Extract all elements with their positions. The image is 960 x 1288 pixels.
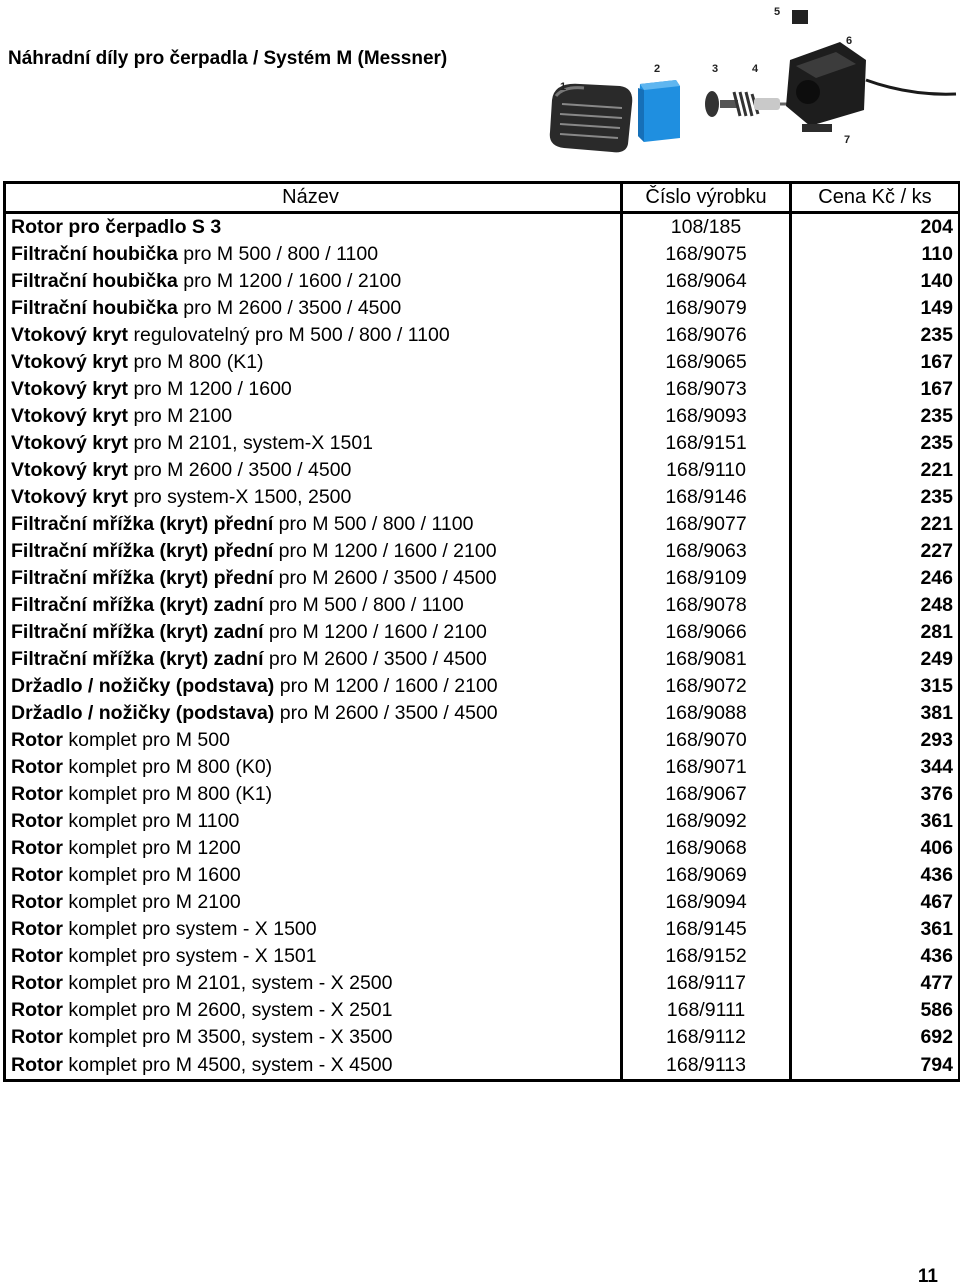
part-name-bold: Rotor	[11, 972, 63, 994]
part-name-cell	[5, 835, 622, 862]
part-name-cell	[5, 322, 622, 349]
part-name-cell	[5, 511, 622, 538]
part-name-cell	[5, 268, 622, 295]
product-code-cell: 168/9071	[622, 754, 791, 781]
product-code-cell: 108/185	[622, 213, 791, 242]
part-name-detail: pro M 1200 / 1600	[128, 378, 292, 400]
part-name-cell	[5, 241, 622, 268]
product-code-cell: 168/9075	[622, 241, 791, 268]
figure-label-4: 4	[752, 63, 759, 75]
page-title: Náhradní díly pro čerpadla / Systém M (Messner)	[8, 48, 448, 69]
table-row	[5, 808, 960, 835]
product-code-cell: 168/9094	[622, 889, 791, 916]
price-cell: 204	[920, 216, 953, 238]
part-name-cell	[5, 1024, 622, 1051]
part-name-detail: komplet pro M 1200	[63, 837, 241, 859]
product-code-cell: 168/9065	[622, 349, 791, 376]
part-name-bold: Rotor	[11, 918, 63, 940]
table-row	[5, 511, 960, 538]
figure-label-1: 1	[560, 81, 567, 93]
part-name-bold: Rotor	[11, 810, 63, 832]
price-cell: 376	[920, 783, 953, 805]
part-name-cell	[5, 943, 622, 970]
part-name-detail: pro M 2600 / 3500 / 4500	[273, 567, 497, 589]
table-row	[5, 835, 960, 862]
part-name-bold: Filtrační mřížka (kryt) zadní	[11, 594, 264, 616]
product-code-cell: 168/9110	[622, 457, 791, 484]
part-name-bold: Vtokový kryt	[11, 459, 129, 481]
table-row	[5, 268, 960, 295]
part-name-cell	[5, 862, 622, 889]
product-code-cell: 168/9145	[622, 916, 791, 943]
part-name-detail: komplet pro M 1100	[63, 810, 240, 832]
product-code-cell: 168/9117	[622, 970, 791, 997]
part-name-detail: komplet pro M 800 (K1)	[63, 783, 273, 805]
part-name-bold: Rotor	[11, 1053, 63, 1076]
product-code-cell: 168/9093	[622, 403, 791, 430]
part-name-bold: Vtokový kryt	[11, 405, 129, 427]
part-name-detail: regulovatelný pro M 500 / 800 / 1100	[128, 324, 450, 346]
price-cell: 167	[920, 378, 953, 400]
table-row	[5, 430, 960, 457]
part-name-bold: Vtokový kryt	[11, 378, 129, 400]
figure-label-3: 3	[712, 63, 719, 75]
price-cell: 406	[920, 837, 953, 859]
part-name-detail: pro M 800 (K1)	[128, 351, 264, 373]
price-cell: 467	[920, 891, 953, 913]
part-name-bold: Vtokový kryt	[11, 432, 129, 454]
part-name-cell	[5, 970, 622, 997]
part-name-cell	[5, 565, 622, 592]
product-code-cell: 168/9073	[622, 376, 791, 403]
part-name-detail: pro M 2101, system-X 1501	[128, 432, 374, 454]
part-name-cell	[5, 213, 622, 242]
part-name-bold: Filtrační mřížka (kryt) přední	[11, 540, 274, 562]
pump-parts-illustration	[540, 0, 960, 165]
part-name-detail: komplet pro M 2100	[63, 891, 241, 913]
product-code-cell: 168/9092	[622, 808, 791, 835]
part-name-cell	[5, 700, 622, 727]
part-name-cell	[5, 754, 622, 781]
price-cell: 477	[920, 972, 953, 994]
part-name-bold: Vtokový kryt	[11, 486, 129, 508]
part-name-cell	[5, 916, 622, 943]
product-code-cell: 168/9081	[622, 646, 791, 673]
part-name-bold: Filtrační houbička	[11, 243, 178, 265]
product-code-cell: 168/9067	[622, 781, 791, 808]
table-row	[5, 646, 960, 673]
part-name-cell	[5, 295, 622, 322]
part-name-detail: komplet pro M 2600, system - X 2501	[63, 999, 393, 1021]
part-name-bold: Filtrační mřížka (kryt) zadní	[11, 648, 264, 670]
part-name-bold: Rotor	[11, 729, 63, 751]
product-code-cell: 168/9078	[622, 592, 791, 619]
part-name-cell	[5, 727, 622, 754]
spare-parts-table	[3, 181, 960, 1082]
table-body	[5, 213, 960, 1081]
part-name-detail: pro M 2600 / 3500 / 4500	[177, 297, 402, 319]
price-cell: 361	[920, 918, 953, 940]
product-code-cell: 168/9068	[622, 835, 791, 862]
part-name-detail: pro system-X 1500, 2500	[128, 486, 352, 508]
table-row	[5, 700, 960, 727]
price-cell: 221	[920, 459, 953, 481]
product-code-cell: 168/9063	[622, 538, 791, 565]
price-cell: 235	[920, 486, 953, 508]
table-row	[5, 349, 960, 376]
filter-sponge-part	[638, 80, 680, 142]
part-name-bold: Filtrační mřížka (kryt) přední	[11, 513, 274, 535]
part-name-bold: Rotor	[11, 999, 63, 1021]
price-cell: 149	[920, 297, 953, 319]
part-name-detail: pro M 500 / 800 / 1100	[273, 513, 474, 535]
part-name-bold: Vtokový kryt	[11, 351, 129, 373]
part-name-bold: Filtrační houbička	[11, 297, 178, 319]
price-cell: 436	[920, 945, 953, 967]
part-name-detail: pro M 2600 / 3500 / 4500	[128, 459, 352, 481]
price-cell: 110	[921, 243, 953, 265]
part-name-cell	[5, 781, 622, 808]
product-code-cell: 168/9151	[622, 430, 791, 457]
product-code-cell: 168/9064	[622, 268, 791, 295]
part-name-cell	[5, 1051, 622, 1081]
product-code-cell: 168/9088	[622, 700, 791, 727]
part-name-cell	[5, 997, 622, 1024]
column-header-price: Cena Kč / ks	[791, 183, 960, 213]
part-name-cell	[5, 457, 622, 484]
part-name-detail: pro M 500 / 800 / 1100	[177, 243, 379, 265]
column-header-code: Číslo výrobku	[622, 183, 791, 213]
price-cell: 436	[920, 864, 953, 886]
part-name-bold: Rotor	[11, 1026, 63, 1048]
part-name-detail: pro M 1200 / 1600 / 2100	[274, 675, 498, 697]
product-code-cell: 168/9113	[622, 1051, 791, 1081]
rotor-part	[705, 91, 792, 117]
product-code-cell: 168/9109	[622, 565, 791, 592]
figure-label-2: 2	[654, 63, 661, 75]
part-name-detail: pro M 2600 / 3500 / 4500	[263, 648, 487, 670]
price-cell: 281	[920, 621, 953, 643]
table-row	[5, 619, 960, 646]
part-name-cell	[5, 646, 622, 673]
part-name-bold: Rotor	[11, 756, 63, 778]
part-name-bold: Filtrační mřížka (kryt) přední	[11, 567, 274, 589]
table-row	[5, 1024, 960, 1051]
part-name-detail: pro M 1200 / 1600 / 2100	[273, 540, 497, 562]
price-cell: 221	[920, 513, 953, 535]
part-name-cell	[5, 403, 622, 430]
product-code-cell: 168/9076	[622, 322, 791, 349]
part-name-detail: pro M 2600 / 3500 / 4500	[274, 702, 498, 724]
table-row	[5, 862, 960, 889]
part-name-bold: Rotor	[11, 837, 63, 859]
price-cell: 167	[920, 351, 953, 373]
table-row	[5, 754, 960, 781]
part-name-detail: komplet pro M 800 (K0)	[63, 756, 273, 778]
part-name-detail: komplet pro M 4500, system - X 4500	[63, 1053, 393, 1076]
table-row	[5, 538, 960, 565]
price-cell: 315	[920, 675, 953, 697]
product-code-cell: 168/9077	[622, 511, 791, 538]
small-part-block	[792, 10, 808, 24]
part-name-cell	[5, 484, 622, 511]
part-name-bold: Rotor pro čerpadlo S 3	[11, 216, 222, 238]
product-code-cell: 168/9112	[622, 1024, 791, 1051]
part-name-detail: komplet pro M 3500, system - X 3500	[63, 1026, 393, 1048]
price-cell: 249	[920, 648, 953, 670]
table-row	[5, 943, 960, 970]
table-row	[5, 673, 960, 700]
figure-label-5: 5	[774, 6, 781, 18]
part-name-cell	[5, 376, 622, 403]
table-row	[5, 727, 960, 754]
table-row	[5, 781, 960, 808]
pump-body-part	[786, 42, 956, 132]
product-code-cell: 168/9079	[622, 295, 791, 322]
product-code-cell: 168/9152	[622, 943, 791, 970]
price-cell: 293	[920, 729, 953, 751]
part-name-bold: Filtrační houbička	[11, 270, 178, 292]
part-name-cell	[5, 349, 622, 376]
part-name-cell	[5, 619, 622, 646]
price-cell: 794	[920, 1053, 953, 1076]
table-row	[5, 376, 960, 403]
part-name-detail: pro M 500 / 800 / 1100	[263, 594, 464, 616]
table-row	[5, 565, 960, 592]
part-name-bold: Držadlo / nožičky (podstava)	[11, 702, 275, 724]
price-cell: 248	[920, 594, 953, 616]
table-row	[5, 1051, 960, 1081]
part-name-cell	[5, 673, 622, 700]
table-row	[5, 889, 960, 916]
part-name-bold: Vtokový kryt	[11, 324, 129, 346]
product-code-cell: 168/9069	[622, 862, 791, 889]
table-row	[5, 970, 960, 997]
price-cell: 235	[920, 405, 953, 427]
table-row	[5, 295, 960, 322]
price-cell: 361	[920, 810, 953, 832]
figure-label-6: 6	[846, 35, 853, 47]
product-code-cell: 168/9066	[622, 619, 791, 646]
part-name-cell	[5, 430, 622, 457]
table-row	[5, 592, 960, 619]
part-name-detail: komplet pro M 2101, system - X 2500	[63, 972, 393, 994]
part-name-cell	[5, 592, 622, 619]
part-name-detail: komplet pro system - X 1500	[63, 918, 317, 940]
part-name-cell	[5, 808, 622, 835]
price-cell: 586	[920, 999, 953, 1021]
table-row	[5, 484, 960, 511]
table-header-row	[5, 183, 960, 213]
part-name-detail: komplet pro M 1600	[63, 864, 241, 886]
part-name-bold: Rotor	[11, 783, 63, 805]
part-name-bold: Rotor	[11, 864, 63, 886]
figure-label-7: 7	[844, 134, 851, 146]
product-code-cell: 168/9146	[622, 484, 791, 511]
part-name-detail: pro M 1200 / 1600 / 2100	[263, 621, 487, 643]
table-row	[5, 457, 960, 484]
page-number: 11	[917, 1266, 938, 1287]
price-cell: 381	[920, 702, 953, 724]
part-name-detail: komplet pro M 500	[63, 729, 230, 751]
table-row	[5, 997, 960, 1024]
part-name-detail: pro M 2100	[128, 405, 233, 427]
price-cell: 235	[920, 432, 953, 454]
price-cell: 227	[920, 540, 953, 562]
part-name-cell	[5, 538, 622, 565]
table-row	[5, 241, 960, 268]
price-cell: 235	[920, 324, 953, 346]
price-cell: 692	[920, 1026, 953, 1048]
table-row	[5, 916, 960, 943]
part-name-detail: komplet pro system - X 1501	[63, 945, 317, 967]
part-name-cell	[5, 889, 622, 916]
price-cell: 344	[920, 756, 953, 778]
product-code-cell: 168/9070	[622, 727, 791, 754]
table-row	[5, 213, 960, 242]
part-name-bold: Rotor	[11, 891, 63, 913]
part-name-bold: Držadlo / nožičky (podstava)	[11, 675, 275, 697]
part-name-bold: Rotor	[11, 945, 63, 967]
product-code-cell: 168/9072	[622, 673, 791, 700]
part-name-bold: Filtrační mřížka (kryt) zadní	[11, 621, 264, 643]
column-header-name: Název	[5, 183, 622, 213]
grille-cover-part	[550, 84, 632, 153]
table-row	[5, 322, 960, 349]
product-code-cell: 168/9111	[622, 997, 791, 1024]
table-row	[5, 403, 960, 430]
price-cell: 140	[920, 270, 953, 292]
price-cell: 246	[920, 567, 953, 589]
part-name-detail: pro M 1200 / 1600 / 2100	[177, 270, 402, 292]
